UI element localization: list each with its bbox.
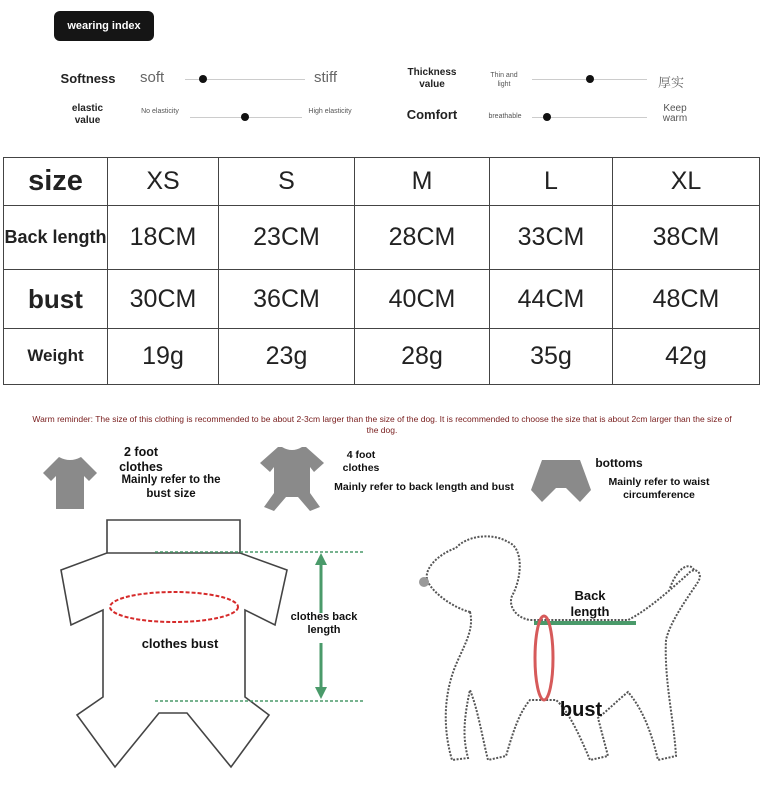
thickness-label: Thickness value: [407, 67, 457, 90]
table-cell: 42g: [613, 329, 760, 385]
size-header-xs: XS: [108, 158, 219, 206]
comfort-right: Keep warm: [662, 103, 688, 124]
softness-left: soft: [140, 69, 165, 86]
table-cell: 18CM: [108, 206, 219, 270]
table-cell: 23g: [219, 329, 355, 385]
elastic-level-dot: [241, 113, 249, 121]
table-cell: 19g: [108, 329, 219, 385]
table-cell: 38CM: [613, 206, 760, 270]
table-cell: 30CM: [108, 270, 219, 329]
size-header-row: [4, 158, 760, 206]
size-header-s: S: [219, 158, 355, 206]
dog-diagram: [408, 530, 728, 770]
size-header-label: size: [4, 158, 108, 206]
thickness-right: 厚实: [658, 75, 685, 90]
elastic-right: High elasticity: [308, 108, 352, 115]
size-header-l: L: [490, 158, 613, 206]
dog-bust-label: bust: [559, 699, 603, 721]
size-table: [3, 157, 760, 385]
wearing-index-badge: wearing index: [54, 11, 154, 41]
table-row: [4, 270, 760, 329]
row-label-bust: bust: [4, 270, 108, 329]
comfort-label: Comfort: [406, 107, 458, 122]
table-cell: 36CM: [219, 270, 355, 329]
size-header-xl: XL: [613, 158, 760, 206]
table-cell: 48CM: [613, 270, 760, 329]
table-cell: 28g: [355, 329, 490, 385]
table-cell: 44CM: [490, 270, 613, 329]
warm-reminder: Warm reminder: The size of this clothing is recommended to be about 2-3cm larger than the size of the dog. It is recommended to choose the size that is about 2cm larger than the size of the dog.: [32, 414, 732, 436]
two-foot-title: 2 foot clothes: [119, 445, 163, 474]
dog-back-length-label: Back length: [570, 588, 610, 619]
table-cell: 40CM: [355, 270, 490, 329]
clothes-bust-label: clothes bust: [141, 636, 219, 651]
table-row: [4, 329, 760, 385]
table-cell: 35g: [490, 329, 613, 385]
table-cell: 28CM: [355, 206, 490, 270]
bottoms-desc: Mainly refer to waist circumference: [608, 476, 710, 501]
comfort-level-dot: [543, 113, 551, 121]
thickness-left: Thin and light: [490, 72, 518, 89]
size-header-m: M: [355, 158, 490, 206]
softness-level-dot: [199, 75, 207, 83]
two-foot-clothes-icon: [42, 455, 98, 511]
table-row: [4, 206, 760, 270]
row-label-weight: Weight: [4, 329, 108, 385]
comfort-left: breathable: [488, 113, 522, 120]
softness-label: Softness: [60, 71, 116, 86]
table-cell: 33CM: [490, 206, 613, 270]
four-foot-desc: Mainly refer to back length and bust: [334, 481, 514, 493]
thickness-level-dot: [586, 75, 594, 83]
row-label-back-length: Back length: [4, 206, 108, 270]
bottoms-title: bottoms: [595, 456, 643, 470]
softness-right: stiff: [314, 69, 338, 86]
elastic-left: No elasticity: [141, 108, 179, 115]
four-foot-title: 4 foot clothes: [342, 449, 380, 474]
bottoms-icon: [530, 458, 592, 504]
table-cell: 23CM: [219, 206, 355, 270]
clothes-back-length-label: clothes back length: [290, 611, 358, 637]
four-foot-clothes-icon: [258, 445, 326, 513]
elastic-label: elastic value: [71, 103, 104, 126]
two-foot-desc: Mainly refer to the bust size: [121, 474, 221, 500]
